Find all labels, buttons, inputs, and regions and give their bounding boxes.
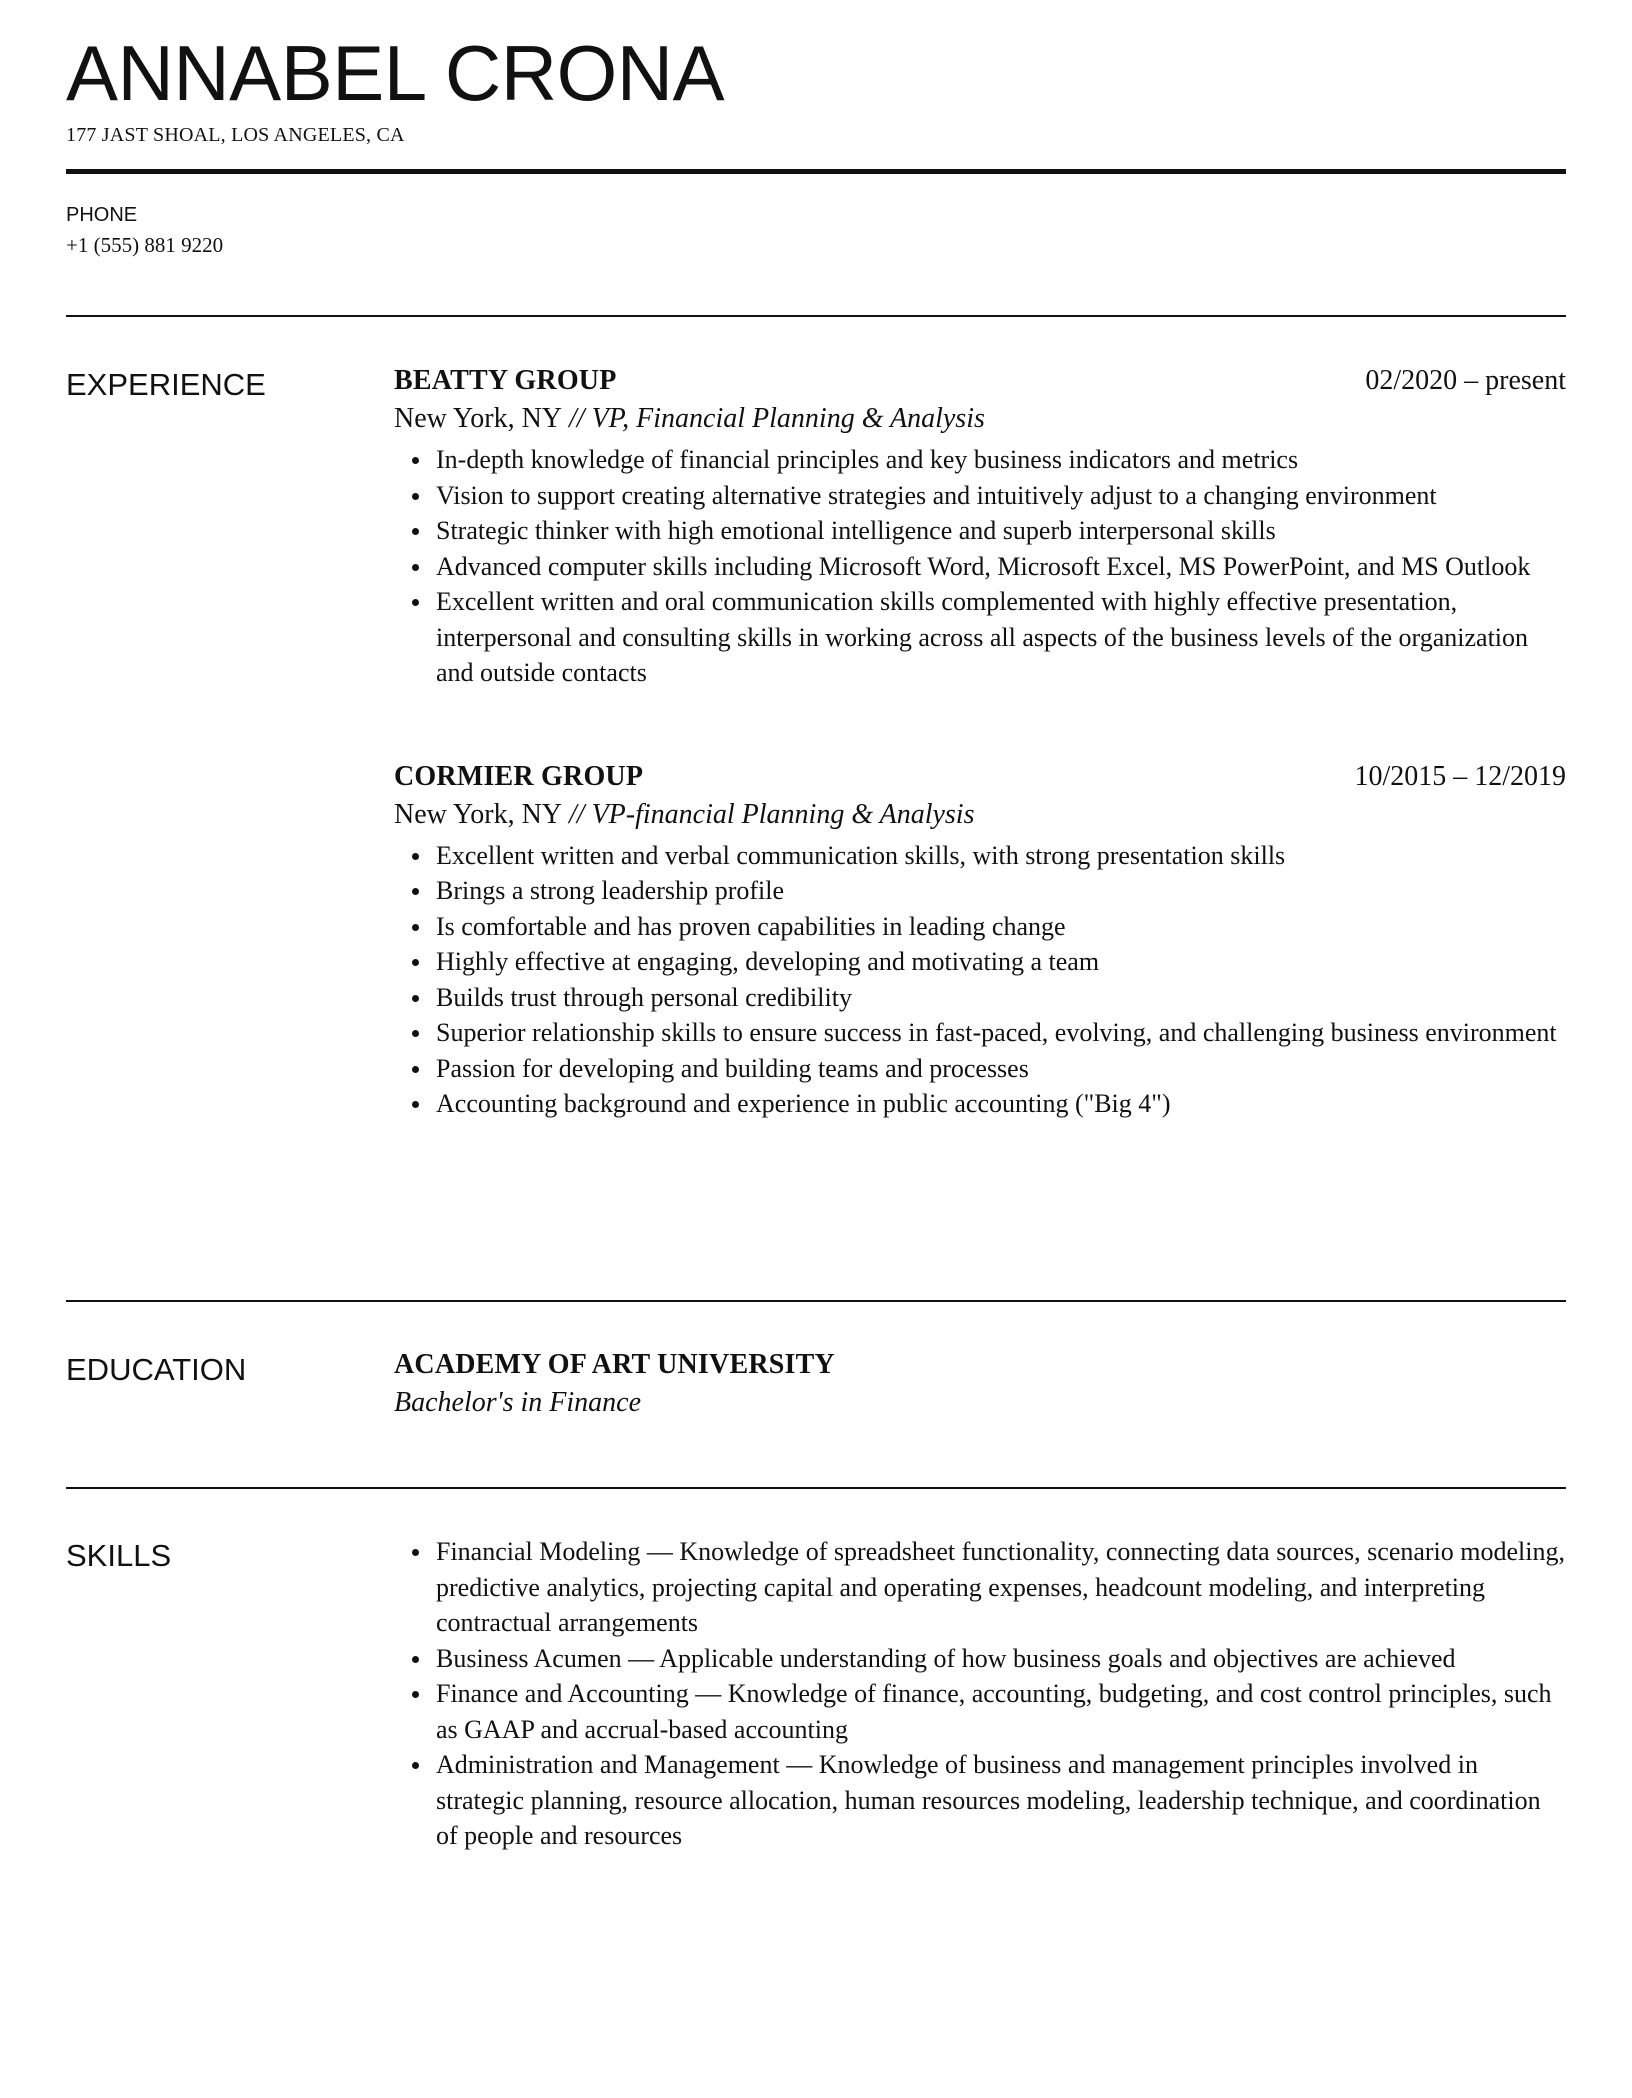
bullet-icon [412, 959, 419, 966]
bullet-icon [412, 599, 419, 606]
bullet-icon [412, 1101, 419, 1108]
job-title: VP-financial Planning & Analysis [591, 798, 975, 830]
list-item [394, 1676, 1566, 1747]
list-item [394, 1051, 1566, 1087]
phone-label: PHONE [66, 204, 138, 226]
bullet-text: Vision to support creating alternative strategies and intuitively adjust to a changing environment [436, 480, 1437, 510]
job-title: VP, Financial Planning & Analysis [591, 403, 985, 434]
list-item [394, 549, 1566, 585]
bullet-icon [412, 1549, 419, 1556]
job-location: New York, NY [394, 798, 563, 830]
bullet-icon [412, 1762, 419, 1769]
bullet-icon [412, 888, 419, 895]
job-subtitle [394, 796, 1566, 836]
bullet-text: Builds trust through personal credibility [436, 982, 852, 1012]
job-entry [394, 362, 1566, 691]
skill-text: Finance and Accounting — Knowledge of finance, accounting, budgeting, and cost control principles, such as GAAP and accrual-based accounting [436, 1679, 1552, 1744]
bullet-text: In-depth knowledge of financial principles and key business indicators and metrics [436, 445, 1299, 474]
bullet-icon [412, 528, 419, 535]
bullet-text: Excellent written and verbal communication skills, with strong presentation skills [436, 840, 1286, 870]
section-divider [66, 315, 1566, 317]
job-location: New York, NY [394, 403, 563, 434]
list-item [394, 1534, 1566, 1641]
list-item [394, 873, 1566, 909]
experience-heading: EXPERIENCE [66, 367, 266, 402]
candidate-name: ANNABEL CRONA [66, 29, 725, 117]
bullet-text: Accounting background and experience in public accounting ("Big 4") [436, 1089, 1171, 1118]
job-entry [394, 758, 1566, 1122]
address: 177 JAST SHOAL, LOS ANGELES, CA [66, 124, 405, 146]
bullet-icon [412, 995, 419, 1002]
company-name: BEATTY GROUP [394, 365, 617, 396]
job-separator: // [562, 798, 592, 830]
job-dates: 10/2015 – 12/2019 [1354, 760, 1566, 792]
job-dates: 02/2020 – present [1365, 365, 1566, 396]
phone-number: +1 (555) 881 9220 [66, 233, 224, 257]
bullet-icon [412, 1656, 419, 1663]
skills-heading: SKILLS [66, 1538, 172, 1573]
list-item [394, 584, 1566, 691]
school-name: ACADEMY OF ART UNIVERSITY [394, 1349, 835, 1380]
list-item [394, 980, 1566, 1016]
bullet-icon [412, 493, 419, 500]
job-bullets [394, 838, 1566, 1122]
education-heading: EDUCATION [66, 1352, 247, 1387]
header-divider [66, 169, 1566, 174]
list-item [394, 1086, 1566, 1122]
bullet-icon [412, 457, 419, 464]
list-item [394, 1641, 1566, 1677]
list-item [394, 478, 1566, 514]
bullet-text: Strategic thinker with high emotional intelligence and superb interpersonal skills [436, 516, 1276, 545]
degree: Bachelor's in Finance [394, 1387, 642, 1418]
education-section [394, 1346, 1566, 1422]
job-bullets [394, 442, 1566, 691]
bullet-text: Superior relationship skills to ensure success in fast-paced, evolving, and challenging business environment [436, 1018, 1557, 1047]
bullet-icon [412, 1066, 419, 1073]
list-item [394, 944, 1566, 980]
list-item [394, 442, 1566, 478]
experience-section [394, 362, 1566, 1122]
bullet-text: Is comfortable and has proven capabilities in leading change [436, 911, 1066, 941]
list-item [394, 1015, 1566, 1051]
list-item [394, 513, 1566, 549]
skill-text: Business Acumen — Applicable understanding of how business goals and objectives are achieved [436, 1643, 1456, 1673]
list-item [394, 909, 1566, 945]
section-divider [66, 1487, 1566, 1489]
bullet-icon [412, 924, 419, 931]
bullet-text: Passion for developing and building teams and processes [436, 1053, 1029, 1083]
bullet-icon [412, 564, 419, 571]
bullet-text: Advanced computer skills including Microsoft Word, Microsoft Excel, MS PowerPoint, and MS Outlook [436, 551, 1531, 581]
bullet-text: Highly effective at engaging, developing and motivating a team [436, 947, 1100, 976]
list-item [394, 1747, 1566, 1854]
skill-text: Administration and Management — Knowledge of business and management principles involved in strategic planning, resource allocation, human resources modeling, leadership technique, and coordination of people and resources [436, 1750, 1541, 1850]
bullet-icon [412, 853, 419, 860]
skills-section [394, 1534, 1566, 1854]
bullet-icon [412, 1691, 419, 1698]
bullet-text: Brings a strong leadership profile [436, 876, 785, 905]
skills-list [394, 1534, 1566, 1854]
bullet-icon [412, 1030, 419, 1037]
section-divider [66, 1300, 1566, 1302]
job-subtitle [394, 400, 1566, 440]
bullet-text: Excellent written and oral communication skills complemented with highly effective presentation, interpersonal and consulting skills in working across all aspects of the business levels of the organization and outside contacts [436, 587, 1529, 687]
company-name: CORMIER GROUP [394, 760, 644, 792]
list-item [394, 838, 1566, 874]
skill-text: Financial Modeling — Knowledge of spreadsheet functionality, connecting data sources, scenario modeling, predictive analytics, projecting capital and operating expenses, headcount modeling, and interpreting contractual arrangements [436, 1537, 1565, 1637]
job-separator: // [562, 403, 592, 434]
